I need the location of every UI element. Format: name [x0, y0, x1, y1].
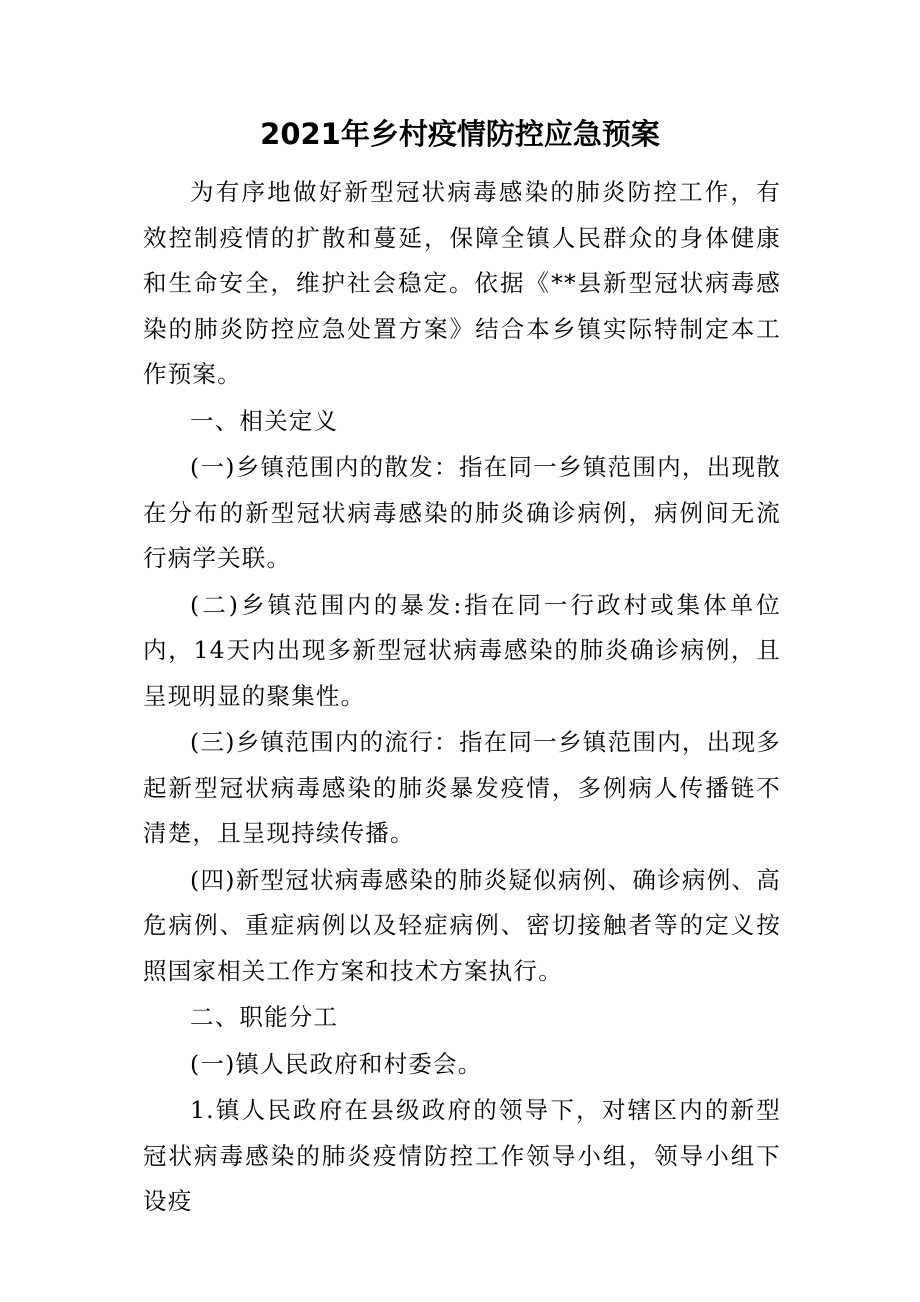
duties-paragraph-1: 1.镇人民政府在县级政府的领导下，对辖区内的新型冠状病毒感染的肺炎疫情防控工作领导小组，领导小组下设疫: [143, 1096, 781, 1215]
section-heading-duties: 二、职能分工: [190, 1003, 339, 1031]
duties-subheading-1: (一)镇人民政府和村委会。: [190, 1049, 483, 1078]
definition-paragraph-4: (四)新型冠状病毒感染的肺炎疑似病例、确诊病例、高危病例、重症病例以及轻症病例、密切接触者等的定义按照国家相关工作方案和技术方案执行。: [143, 865, 781, 985]
document-body: [143, 170, 781, 1225]
document-title: 2021年乡村疫情防控应急预案: [260, 117, 660, 151]
intro-paragraph: 为有序地做好新型冠状病毒感染的肺炎防控工作，有效控制疫情的扩散和蔓延，保障全镇人民群众的身体健康和生命安全，维护社会稳定。依据《**县新型冠状病毒感染的肺炎防控应急处置方案》结合本乡镇实际特制定本工作预案。: [143, 178, 781, 388]
definition-paragraph-2: (二)乡镇范围内的暴发:指在同一行政村或集体单位内，14天内出现多新型冠状病毒感染的肺炎确诊病例，且呈现明显的聚集性。: [143, 590, 781, 710]
definition-paragraph-3: (三)乡镇范围内的流行：指在同一乡镇范围内，出现多起新型冠状病毒感染的肺炎暴发疫情，多例病人传播链不清楚，且呈现持续传播。: [143, 728, 781, 847]
definition-paragraph-1: (一)乡镇范围内的散发：指在同一乡镇范围内，出现散在分布的新型冠状病毒感染的肺炎确诊病例，病例间无流行病学关联。: [143, 453, 781, 572]
section-heading-definitions: 一、相关定义: [190, 406, 339, 435]
